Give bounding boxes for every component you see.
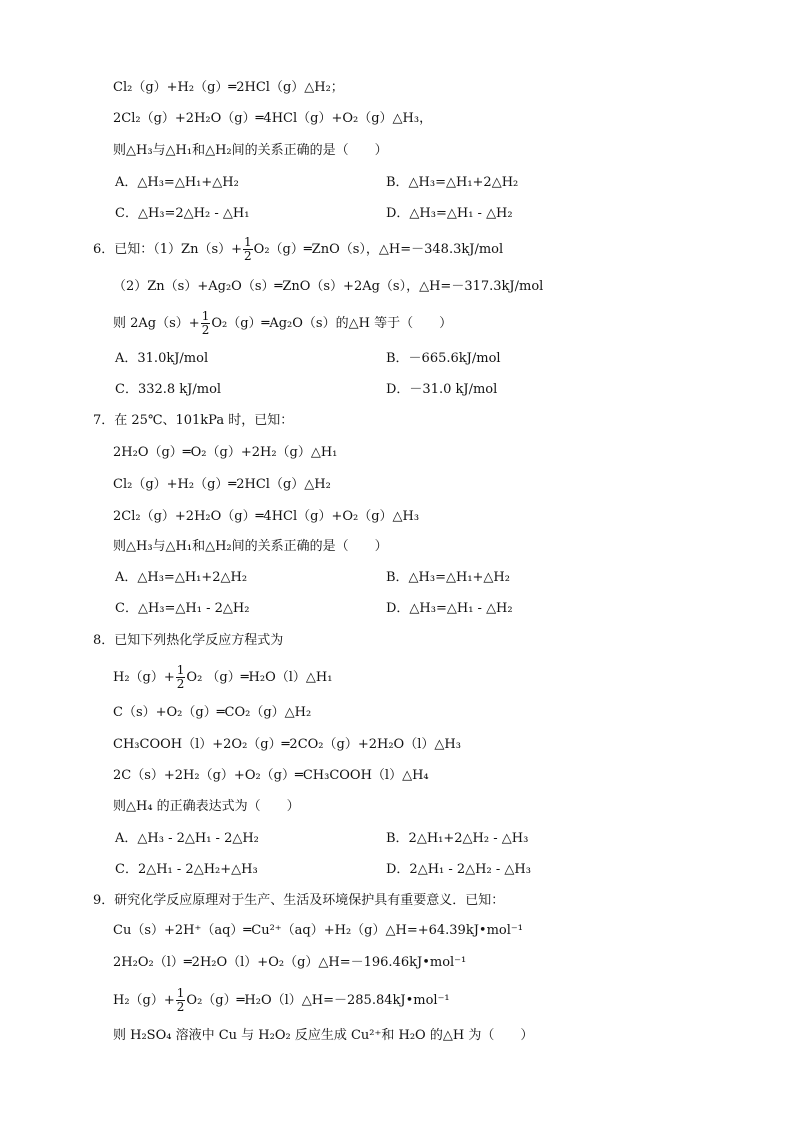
q6-option-c[interactable]: C．332.8 kJ/mol — [115, 382, 222, 397]
q9-equation-3-pre: H₂（g）+ — [113, 993, 175, 1008]
q5-option-a[interactable]: A．△H₃=△H₁+△H₂ — [115, 175, 239, 190]
fraction-half — [176, 664, 186, 691]
q9-equation-2: 2H₂O₂（l）═2H₂O（l）+O₂（g）△H=－196.46kJ•mol⁻¹ — [113, 955, 467, 970]
q7-option-a[interactable]: A．△H₃=△H₁+2△H₂ — [115, 570, 248, 585]
fraction-num: 1 — [176, 986, 185, 1000]
q6-question — [113, 310, 452, 337]
q7-stem: 7．在 25℃、101kPa 时，已知： — [93, 413, 294, 428]
q6-stem-pre: 6．已知：（1）Zn（s）+ — [93, 242, 243, 257]
q9-equation-3-post: O₂（g）═H₂O（l）△H=－285.84kJ•mol⁻¹ — [186, 993, 450, 1008]
q6-stem-post: O₂（g）═ZnO（s），△H=－348.3kJ/mol — [253, 242, 504, 257]
q5-equation-2: Cl₂（g）+H₂（g）═2HCl（g）△H₂； — [113, 80, 344, 95]
q7-equation-2: Cl₂（g）+H₂（g）═2HCl（g）△H₂ — [113, 477, 331, 492]
q8-equation-1-post: O₂ （g）═H₂O（l）△H₁ — [186, 670, 333, 685]
fraction-den: 2 — [201, 323, 210, 337]
fraction-num: 1 — [201, 309, 210, 323]
fraction-half — [201, 310, 211, 337]
fraction-num: 1 — [244, 235, 252, 249]
q6-question-pre: 则 2Ag（s）+ — [113, 316, 200, 331]
q8-equation-2: C（s）+O₂（g）═CO₂（g）△H₂ — [113, 705, 312, 720]
q6-stem — [93, 236, 503, 263]
q8-equation-3: CH₃COOH（l）+2O₂（g）═2CO₂（g）+2H₂O（l）△H₃ — [113, 737, 461, 752]
q9-equation-1: Cu（s）+2H⁺（aq）═Cu²⁺（aq）+H₂（g）△H=+64.39kJ•mol⁻¹ — [113, 923, 523, 938]
fraction-half — [176, 987, 186, 1014]
q8-stem: 8．已知下列热化学反应方程式为 — [93, 633, 284, 648]
q5-option-c[interactable]: C．△H₃=2△H₂ - △H₁ — [115, 206, 250, 221]
fraction-den: 2 — [176, 1000, 185, 1014]
q7-option-b[interactable]: B．△H₃=△H₁+△H₂ — [386, 570, 510, 585]
q6-equation-2: （2）Zn（s）+Ag₂O（s）═ZnO（s）+2Ag（s），△H=－317.3kJ/mol — [113, 279, 544, 294]
q5-question: 则△H₃与△H₁和△H₂间的关系正确的是（ ） — [113, 143, 388, 158]
q7-equation-1: 2H₂O（g）═O₂（g）+2H₂（g）△H₁ — [113, 445, 338, 460]
q8-equation-4: 2C（s）+2H₂（g）+O₂（g）═CH₃COOH（l）△H₄ — [113, 768, 429, 783]
q6-question-post: O₂（g）═Ag₂O（s）的△H 等于（ ） — [211, 316, 453, 331]
q7-option-d[interactable]: D．△H₃=△H₁ - △H₂ — [386, 601, 513, 616]
q8-question: 则△H₄ 的正确表达式为（ ） — [113, 799, 300, 814]
q8-equation-1 — [113, 664, 332, 691]
q9-question: 则 H₂SO₄ 溶液中 Cu 与 H₂O₂ 反应生成 Cu²⁺和 H₂O 的△H 为（ ） — [113, 1028, 534, 1043]
q7-question: 则△H₃与△H₁和△H₂间的关系正确的是（ ） — [113, 539, 388, 554]
q8-option-a[interactable]: A．△H₃ - 2△H₁ - 2△H₂ — [115, 831, 259, 846]
fraction-num: 1 — [176, 663, 185, 677]
fraction-den: 2 — [244, 249, 252, 263]
fraction-den: 2 — [176, 677, 185, 691]
q5-option-d[interactable]: D．△H₃=△H₁ - △H₂ — [386, 206, 513, 221]
q8-equation-1-pre: H₂（g）+ — [113, 670, 175, 685]
q9-equation-3 — [113, 987, 450, 1014]
q7-option-c[interactable]: C．△H₃=△H₁ - 2△H₂ — [115, 601, 250, 616]
q7-equation-3: 2Cl₂（g）+2H₂O（g）═4HCl（g）+O₂（g）△H₃ — [113, 509, 420, 524]
q8-option-b[interactable]: B．2△H₁+2△H₂ - △H₃ — [386, 831, 529, 846]
q9-stem: 9．研究化学反应原理对于生产、生活及环境保护具有重要意义．已知： — [93, 893, 505, 908]
q6-option-d[interactable]: D．－31.0 kJ/mol — [386, 382, 498, 397]
q6-option-b[interactable]: B．－665.6kJ/mol — [386, 351, 501, 366]
q8-option-d[interactable]: D．2△H₁ - 2△H₂ - △H₃ — [386, 862, 531, 877]
q8-option-c[interactable]: C．2△H₁ - 2△H₂+△H₃ — [115, 862, 258, 877]
q6-option-a[interactable]: A．31.0kJ/mol — [115, 351, 209, 366]
fraction-half — [243, 236, 253, 263]
q5-equation-3: 2Cl₂（g）+2H₂O（g）═4HCl（g）+O₂（g）△H₃， — [113, 111, 433, 126]
q5-option-b[interactable]: B．△H₃=△H₁+2△H₂ — [386, 175, 519, 190]
